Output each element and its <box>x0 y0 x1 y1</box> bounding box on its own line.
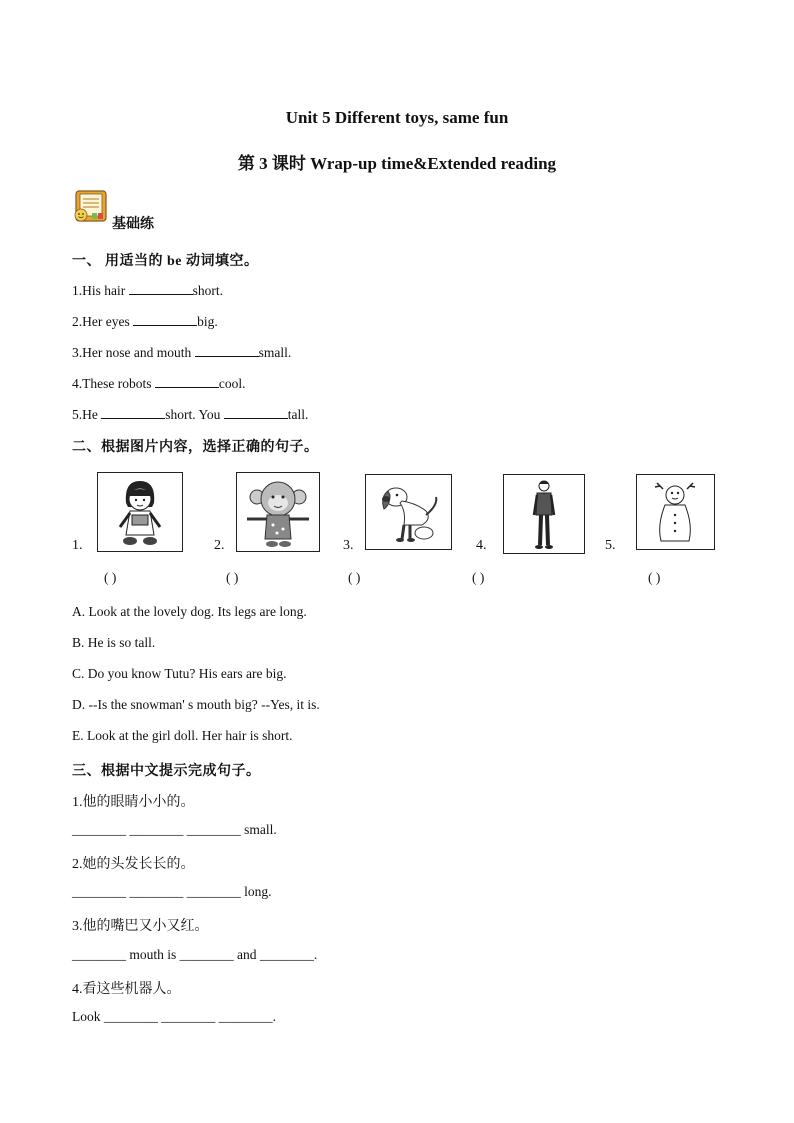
answer-blank[interactable] <box>129 282 193 295</box>
fill-item-1 <box>72 282 223 299</box>
answer-parentheses[interactable]: ( ) <box>472 570 485 585</box>
picture-number: 1. <box>72 538 83 553</box>
picture-number: 4. <box>476 538 487 553</box>
answer-line-3[interactable]: ________ mouth is ________ and ________. <box>72 947 318 962</box>
option-a: A. Look at the lovely dog. Its legs are long. <box>72 604 307 619</box>
lesson-subtitle: 第 3 课时 Wrap-up time&Extended reading <box>237 154 557 173</box>
answer-parentheses[interactable]: ( ) <box>226 570 239 585</box>
picture-number: 5. <box>605 538 616 553</box>
answer-line-4[interactable]: Look ________ ________ ________. <box>72 1009 276 1024</box>
fill-item-5 <box>72 406 308 423</box>
fill-item-4 <box>72 375 245 392</box>
prompt-1: 1.他的眼睛小小的。 <box>72 795 195 810</box>
item-text: short. <box>192 283 223 298</box>
answer-parentheses[interactable]: ( ) <box>348 570 361 585</box>
page-title: Unit 5 Different toys, same fun <box>285 108 509 127</box>
option-b: B. He is so tall. <box>72 635 156 650</box>
answer-blank[interactable] <box>101 406 165 419</box>
picture-number: 3. <box>343 538 354 553</box>
section-badge-label: 基础练 <box>112 217 154 232</box>
item-text: 3.Her nose and mouth <box>72 345 192 360</box>
answer-blank[interactable] <box>133 313 197 326</box>
answer-parentheses[interactable]: ( ) <box>104 570 117 585</box>
answer-line-2[interactable]: ________ ________ ________ long. <box>72 884 272 899</box>
section3-heading: 三、根据中文提示完成句子。 <box>72 764 261 779</box>
option-d: D. --Is the snowman' s mouth big? --Yes, it is. <box>72 697 320 712</box>
fill-item-2 <box>72 313 218 330</box>
monkey-toy-icon <box>236 472 320 552</box>
girl-doll-icon <box>97 472 183 552</box>
section2-heading: 二、根据图片内容，选择正确的句子。 <box>72 440 319 455</box>
option-c: C. Do you know Tutu? His ears are big. <box>72 666 287 681</box>
item-text: tall. <box>287 407 309 422</box>
section1-heading: 一、 用适当的 be 动词填空。 <box>72 254 259 269</box>
answer-parentheses[interactable]: ( ) <box>648 570 661 585</box>
prompt-2: 2.她的头发长长的。 <box>72 857 195 872</box>
notebook-icon <box>72 189 110 225</box>
item-text: 1.His hair <box>72 283 126 298</box>
option-e: E. Look at the girl doll. Her hair is short. <box>72 728 293 743</box>
item-text: 2.Her eyes <box>72 314 130 329</box>
answer-blank[interactable] <box>195 344 259 357</box>
answer-blank[interactable] <box>224 406 288 419</box>
tall-man-icon <box>503 474 585 554</box>
item-text: small. <box>258 345 292 360</box>
snowman-icon <box>636 474 715 550</box>
item-text: short. You <box>165 407 221 422</box>
item-text: 4.These robots <box>72 376 152 391</box>
picture-number: 2. <box>214 538 225 553</box>
dog-icon <box>365 474 452 550</box>
prompt-4: 4.看这些机器人。 <box>72 982 181 997</box>
fill-item-3 <box>72 344 291 361</box>
item-text: big. <box>197 314 218 329</box>
answer-blank[interactable] <box>155 375 219 388</box>
item-text: cool. <box>218 376 246 391</box>
answer-line-1[interactable]: ________ ________ ________ small. <box>72 822 277 837</box>
prompt-3: 3.他的嘴巴又小又红。 <box>72 919 209 934</box>
item-text: 5.He <box>72 407 98 422</box>
